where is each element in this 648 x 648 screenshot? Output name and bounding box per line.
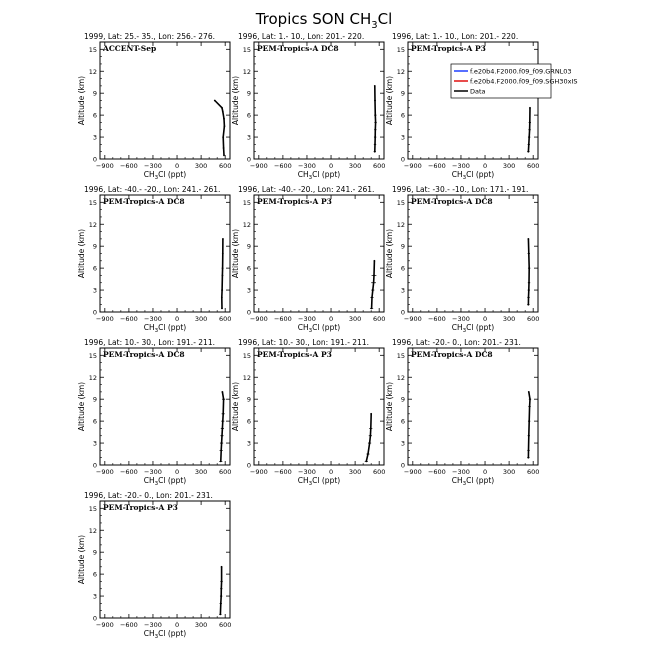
x-tick-label: −300 [452, 468, 470, 476]
panel-2 [231, 32, 385, 181]
data-point [528, 253, 530, 255]
x-axis-label-subscript: 3 [154, 328, 159, 334]
y-tick-label: 12 [88, 220, 97, 229]
data-point [374, 151, 376, 153]
x-tick-label: 0 [328, 315, 334, 323]
x-tick-label: −900 [249, 162, 268, 170]
x-tick-label: −600 [427, 315, 446, 323]
data-point [222, 111, 224, 113]
x-axis-label-tail: Cl (ppt) [466, 323, 495, 332]
x-tick-label: −600 [119, 468, 138, 476]
figure-title-subscript: 3 [371, 20, 378, 31]
x-tick-label: 600 [218, 468, 232, 476]
y-tick-label: 3 [246, 286, 251, 295]
panel-header: 1999, Lat: 25.- 35., Lon: 256.- 276. [84, 32, 215, 41]
plot-frame [100, 195, 230, 312]
y-tick-label: 3 [92, 592, 97, 601]
data-point [214, 100, 216, 102]
y-tick-label: 0 [246, 461, 251, 470]
x-tick-label: −600 [273, 315, 292, 323]
x-tick-label: 600 [372, 162, 386, 170]
y-tick-label: 9 [92, 89, 97, 98]
data-point [529, 107, 531, 109]
x-tick-label: −900 [95, 468, 114, 476]
x-tick-label: 600 [218, 315, 232, 323]
y-tick-label: 12 [88, 373, 97, 382]
x-axis-label [298, 323, 340, 334]
plot-frame [254, 42, 384, 159]
data-point [529, 129, 531, 131]
x-tick-label: 0 [482, 315, 488, 323]
panel-header: 1996, Lat: 1.- 10., Lon: 201.- 220. [238, 32, 365, 41]
x-tick-label: 300 [194, 468, 208, 476]
x-tick-label: 600 [526, 162, 540, 170]
data-point [222, 136, 224, 138]
data-point [370, 428, 372, 430]
y-tick-label: 3 [246, 133, 251, 142]
legend-label: f.e20b4.F2000.f09_f09.SGH30xIS [470, 77, 578, 86]
x-axis-label [298, 170, 340, 181]
x-tick-label: −900 [95, 621, 114, 629]
x-tick-label: 0 [482, 468, 488, 476]
x-axis-label-tail: Cl (ppt) [466, 476, 495, 485]
y-tick-label: 15 [242, 198, 251, 207]
x-tick-label: 600 [218, 162, 232, 170]
x-axis-label-main: CH [143, 476, 155, 485]
x-axis-label-tail: Cl (ppt) [466, 170, 495, 179]
y-tick-label: 0 [92, 308, 97, 317]
x-tick-label: 300 [348, 468, 362, 476]
data-point [223, 118, 225, 120]
data-point [222, 238, 224, 240]
x-axis-label-tail: Cl (ppt) [158, 323, 187, 332]
plot-frame [408, 348, 538, 465]
panels [77, 32, 577, 640]
figure-title-main: Tropics SON CH [255, 10, 372, 28]
data-point [529, 406, 531, 408]
y-tick-label: 6 [92, 111, 97, 120]
figure-title-tail: Cl [377, 10, 393, 28]
data-point [528, 296, 530, 298]
data-point [222, 420, 224, 422]
y-axis-label: Altitude (km) [231, 75, 240, 126]
x-axis-label-subscript: 3 [154, 481, 159, 487]
x-axis-label-main: CH [143, 323, 155, 332]
data-point [367, 453, 369, 455]
x-tick-label: 300 [348, 315, 362, 323]
x-tick-label: −300 [298, 162, 316, 170]
legend-label: f.e20b4.F2000.f09_f09.GRNL03 [470, 67, 572, 76]
campaign-label: PEM-Tropics-A P3 [257, 350, 332, 359]
data-point [529, 398, 531, 400]
data-point [528, 136, 530, 138]
campaign-label: PEM-Tropics-A DC8 [103, 350, 185, 359]
data-point [527, 151, 529, 153]
campaign-label: ACCENT-Sep [103, 44, 157, 53]
panel-10 [77, 491, 231, 640]
series-line-data [220, 567, 221, 615]
y-tick-label: 3 [400, 439, 405, 448]
data-point [365, 460, 367, 462]
y-axis-label: Altitude (km) [231, 228, 240, 279]
y-tick-label: 3 [92, 286, 97, 295]
x-tick-label: −900 [249, 315, 268, 323]
y-tick-label: 0 [246, 308, 251, 317]
data-point [374, 143, 376, 145]
y-tick-label: 0 [92, 614, 97, 623]
x-axis-label-tail: Cl (ppt) [312, 170, 341, 179]
x-tick-label: −600 [119, 621, 138, 629]
data-point [370, 413, 372, 415]
y-tick-label: 15 [242, 351, 251, 360]
y-tick-label: 15 [242, 45, 251, 54]
panel-header: 1996, Lat: -30.- -10., Lon: 171.- 191. [392, 185, 529, 194]
x-tick-label: −300 [452, 315, 470, 323]
x-tick-label: −600 [273, 162, 292, 170]
data-point [528, 391, 530, 393]
series-line-data [528, 392, 530, 458]
campaign-label: PEM-Tropics-A P3 [257, 197, 332, 206]
panel-header: 1996, Lat: -20.- 0., Lon: 201.- 231. [392, 338, 521, 347]
data-point [221, 435, 223, 437]
x-tick-label: 300 [194, 162, 208, 170]
data-point [221, 581, 223, 583]
data-point [222, 267, 224, 269]
y-axis-label: Altitude (km) [77, 75, 86, 126]
y-tick-label: 9 [400, 395, 405, 404]
y-tick-label: 3 [246, 439, 251, 448]
x-axis-label-subscript: 3 [154, 634, 159, 640]
data-point [528, 282, 530, 284]
data-point [220, 595, 222, 597]
y-tick-label: 15 [396, 198, 405, 207]
panel-9 [385, 338, 539, 487]
x-tick-label: 300 [194, 621, 208, 629]
data-point [528, 449, 530, 451]
series-line-data [375, 86, 376, 152]
y-tick-label: 6 [92, 417, 97, 426]
x-tick-label: 0 [174, 162, 180, 170]
x-axis-label-main: CH [297, 323, 309, 332]
y-tick-label: 12 [396, 373, 405, 382]
data-point [222, 413, 224, 415]
x-tick-label: −300 [144, 468, 162, 476]
x-tick-label: −300 [144, 315, 162, 323]
data-point [528, 420, 530, 422]
campaign-label: PEM-Tropics-A P3 [411, 44, 486, 53]
data-point [221, 566, 223, 568]
series-line-data [215, 101, 225, 156]
data-point [374, 85, 376, 87]
y-tick-label: 3 [400, 133, 405, 142]
y-tick-label: 15 [88, 45, 97, 54]
y-tick-label: 6 [400, 264, 405, 273]
data-point [369, 442, 371, 444]
x-tick-label: −900 [95, 315, 114, 323]
data-point [220, 588, 222, 590]
x-tick-label: 600 [526, 315, 540, 323]
y-tick-label: 0 [400, 461, 405, 470]
data-point [219, 613, 221, 615]
plot-frame [254, 195, 384, 312]
data-point [528, 289, 530, 291]
x-axis-label-main: CH [143, 629, 155, 638]
campaign-label: PEM-Tropics-A DC8 [411, 350, 493, 359]
y-tick-label: 6 [246, 264, 251, 273]
plot-frame [100, 348, 230, 465]
y-tick-label: 9 [246, 395, 251, 404]
panel-8 [231, 338, 385, 487]
data-point [220, 602, 222, 604]
y-tick-label: 3 [92, 133, 97, 142]
data-point [371, 296, 373, 298]
campaign-label: PEM-Tropics-A P3 [103, 503, 178, 512]
plot-frame [100, 42, 230, 159]
data-point [529, 122, 531, 124]
y-tick-label: 12 [396, 220, 405, 229]
data-point [373, 275, 375, 277]
x-axis-label [298, 476, 340, 487]
y-tick-label: 15 [396, 45, 405, 54]
x-axis-label [452, 323, 494, 334]
x-tick-label: 0 [328, 468, 334, 476]
x-tick-label: 300 [348, 162, 362, 170]
figure-title [255, 10, 393, 31]
data-point [528, 143, 530, 145]
y-tick-label: 6 [92, 264, 97, 273]
x-tick-label: −900 [403, 162, 422, 170]
y-tick-label: 0 [400, 155, 405, 164]
x-axis-label [452, 476, 494, 487]
y-tick-label: 6 [92, 570, 97, 579]
x-axis-label-subscript: 3 [154, 175, 159, 181]
x-tick-label: −900 [403, 315, 422, 323]
y-tick-label: 12 [396, 67, 405, 76]
y-tick-label: 12 [88, 67, 97, 76]
x-axis-label-main: CH [143, 170, 155, 179]
panel-header: 1996, Lat: 10.- 30., Lon: 191.- 211. [238, 338, 369, 347]
data-point [223, 147, 225, 149]
x-tick-label: −300 [452, 162, 470, 170]
x-axis-label-tail: Cl (ppt) [158, 629, 187, 638]
y-tick-label: 12 [88, 526, 97, 535]
x-axis-label [144, 323, 186, 334]
data-point [371, 307, 373, 309]
y-tick-label: 9 [246, 242, 251, 251]
x-tick-label: 300 [502, 315, 516, 323]
data-point [527, 238, 529, 240]
panel-4 [77, 185, 231, 334]
data-point [527, 457, 529, 459]
x-tick-label: −300 [298, 468, 316, 476]
panel-header: 1996, Lat: 10.- 30., Lon: 191.- 211. [84, 338, 215, 347]
x-tick-label: 600 [372, 468, 386, 476]
y-tick-label: 0 [246, 155, 251, 164]
data-point [221, 296, 223, 298]
y-axis-label: Altitude (km) [385, 228, 394, 279]
x-axis-label-main: CH [451, 476, 463, 485]
data-point [528, 435, 530, 437]
legend-label: Data [470, 87, 486, 96]
data-point [223, 398, 225, 400]
data-point [220, 449, 222, 451]
y-tick-label: 0 [92, 155, 97, 164]
y-axis-label: Altitude (km) [77, 534, 86, 585]
x-axis-label [144, 476, 186, 487]
series-line-data [372, 261, 375, 309]
x-tick-label: 0 [174, 621, 180, 629]
data-point [374, 100, 376, 102]
y-tick-label: 15 [396, 351, 405, 360]
y-axis-label: Altitude (km) [385, 75, 394, 126]
x-axis-label-subscript: 3 [308, 481, 313, 487]
x-tick-label: 300 [502, 468, 516, 476]
x-tick-label: 300 [194, 315, 208, 323]
data-point [528, 267, 530, 269]
data-point [223, 125, 225, 127]
series-line-data [528, 239, 529, 305]
y-axis-label: Altitude (km) [77, 381, 86, 432]
data-point [221, 428, 223, 430]
data-point [373, 260, 375, 262]
y-axis-label: Altitude (km) [231, 381, 240, 432]
data-point [527, 304, 529, 306]
x-tick-label: −900 [403, 468, 422, 476]
x-axis-label-subscript: 3 [462, 175, 467, 181]
legend [451, 64, 577, 98]
y-tick-label: 12 [242, 220, 251, 229]
x-axis-label-subscript: 3 [308, 328, 313, 334]
panel-header: 1996, Lat: -40.- -20., Lon: 241.- 261. [84, 185, 221, 194]
data-point [374, 129, 376, 131]
x-tick-label: −600 [119, 315, 138, 323]
x-axis-label-subscript: 3 [462, 328, 467, 334]
x-tick-label: −600 [427, 162, 446, 170]
x-tick-label: −300 [144, 621, 162, 629]
y-tick-label: 3 [400, 286, 405, 295]
x-axis-label-main: CH [451, 323, 463, 332]
plot-frame [408, 195, 538, 312]
y-tick-label: 9 [400, 242, 405, 251]
campaign-label: PEM-Tropics-A DC8 [103, 197, 185, 206]
data-point [374, 136, 376, 138]
panel-6 [385, 185, 539, 334]
data-point [223, 154, 225, 156]
panel-header: 1996, Lat: -40.- -20., Lon: 241.- 261. [238, 185, 375, 194]
y-tick-label: 9 [92, 548, 97, 557]
x-tick-label: 0 [174, 315, 180, 323]
data-point [374, 114, 376, 116]
x-axis-label-subscript: 3 [462, 481, 467, 487]
y-tick-label: 9 [92, 395, 97, 404]
x-tick-label: 300 [502, 162, 516, 170]
data-point [221, 307, 223, 309]
x-tick-label: −600 [273, 468, 292, 476]
x-axis-label [144, 629, 186, 640]
y-tick-label: 3 [92, 439, 97, 448]
data-point [373, 282, 375, 284]
y-tick-label: 0 [92, 461, 97, 470]
y-tick-label: 15 [88, 351, 97, 360]
panel-7 [77, 338, 231, 487]
x-axis-label-main: CH [297, 476, 309, 485]
data-point [372, 289, 374, 291]
y-axis-label: Altitude (km) [385, 381, 394, 432]
y-tick-label: 15 [88, 504, 97, 513]
y-tick-label: 6 [400, 111, 405, 120]
x-axis-label-tail: Cl (ppt) [312, 323, 341, 332]
panel-header: 1996, Lat: -20.- 0., Lon: 201.- 231. [84, 491, 213, 500]
plot-frame [254, 348, 384, 465]
data-point [222, 253, 224, 255]
x-axis-label-tail: Cl (ppt) [158, 170, 187, 179]
data-point [221, 442, 223, 444]
campaign-label: PEM-Tropics-A DC8 [257, 44, 339, 53]
x-tick-label: −900 [249, 468, 268, 476]
y-tick-label: 9 [400, 89, 405, 98]
campaign-label: PEM-Tropics-A DC8 [411, 197, 493, 206]
x-axis-label-main: CH [297, 170, 309, 179]
data-point [221, 391, 223, 393]
y-tick-label: 6 [400, 417, 405, 426]
x-axis-label [452, 170, 494, 181]
x-tick-label: −900 [95, 162, 114, 170]
x-tick-label: −600 [427, 468, 446, 476]
x-axis-label-subscript: 3 [308, 175, 313, 181]
x-axis-label-main: CH [451, 170, 463, 179]
x-tick-label: 0 [482, 162, 488, 170]
y-tick-label: 12 [242, 67, 251, 76]
plot-frame [408, 42, 538, 159]
x-tick-label: −300 [298, 315, 316, 323]
y-tick-label: 0 [400, 308, 405, 317]
panel-3 [385, 32, 539, 181]
data-point [369, 435, 371, 437]
x-tick-label: 600 [372, 315, 386, 323]
x-tick-label: −600 [119, 162, 138, 170]
data-point [221, 289, 223, 291]
x-tick-label: 600 [526, 468, 540, 476]
data-point [375, 122, 377, 124]
y-tick-label: 9 [92, 242, 97, 251]
x-axis-label-tail: Cl (ppt) [312, 476, 341, 485]
data-point [220, 460, 222, 462]
plot-frame [100, 501, 230, 618]
panel-1 [77, 32, 231, 181]
y-tick-label: 12 [242, 373, 251, 382]
x-tick-label: −300 [144, 162, 162, 170]
y-tick-label: 15 [88, 198, 97, 207]
y-tick-label: 9 [246, 89, 251, 98]
panel-5 [231, 185, 385, 334]
data-point [221, 275, 223, 277]
x-tick-label: 0 [328, 162, 334, 170]
y-axis-label: Altitude (km) [77, 228, 86, 279]
x-axis-label-tail: Cl (ppt) [158, 476, 187, 485]
panel-header: 1996, Lat: 1.- 10., Lon: 201.- 220. [392, 32, 519, 41]
data-point [221, 107, 223, 109]
x-axis-label [144, 170, 186, 181]
y-tick-label: 6 [246, 417, 251, 426]
y-tick-label: 6 [246, 111, 251, 120]
x-tick-label: 600 [218, 621, 232, 629]
x-tick-label: 0 [174, 468, 180, 476]
